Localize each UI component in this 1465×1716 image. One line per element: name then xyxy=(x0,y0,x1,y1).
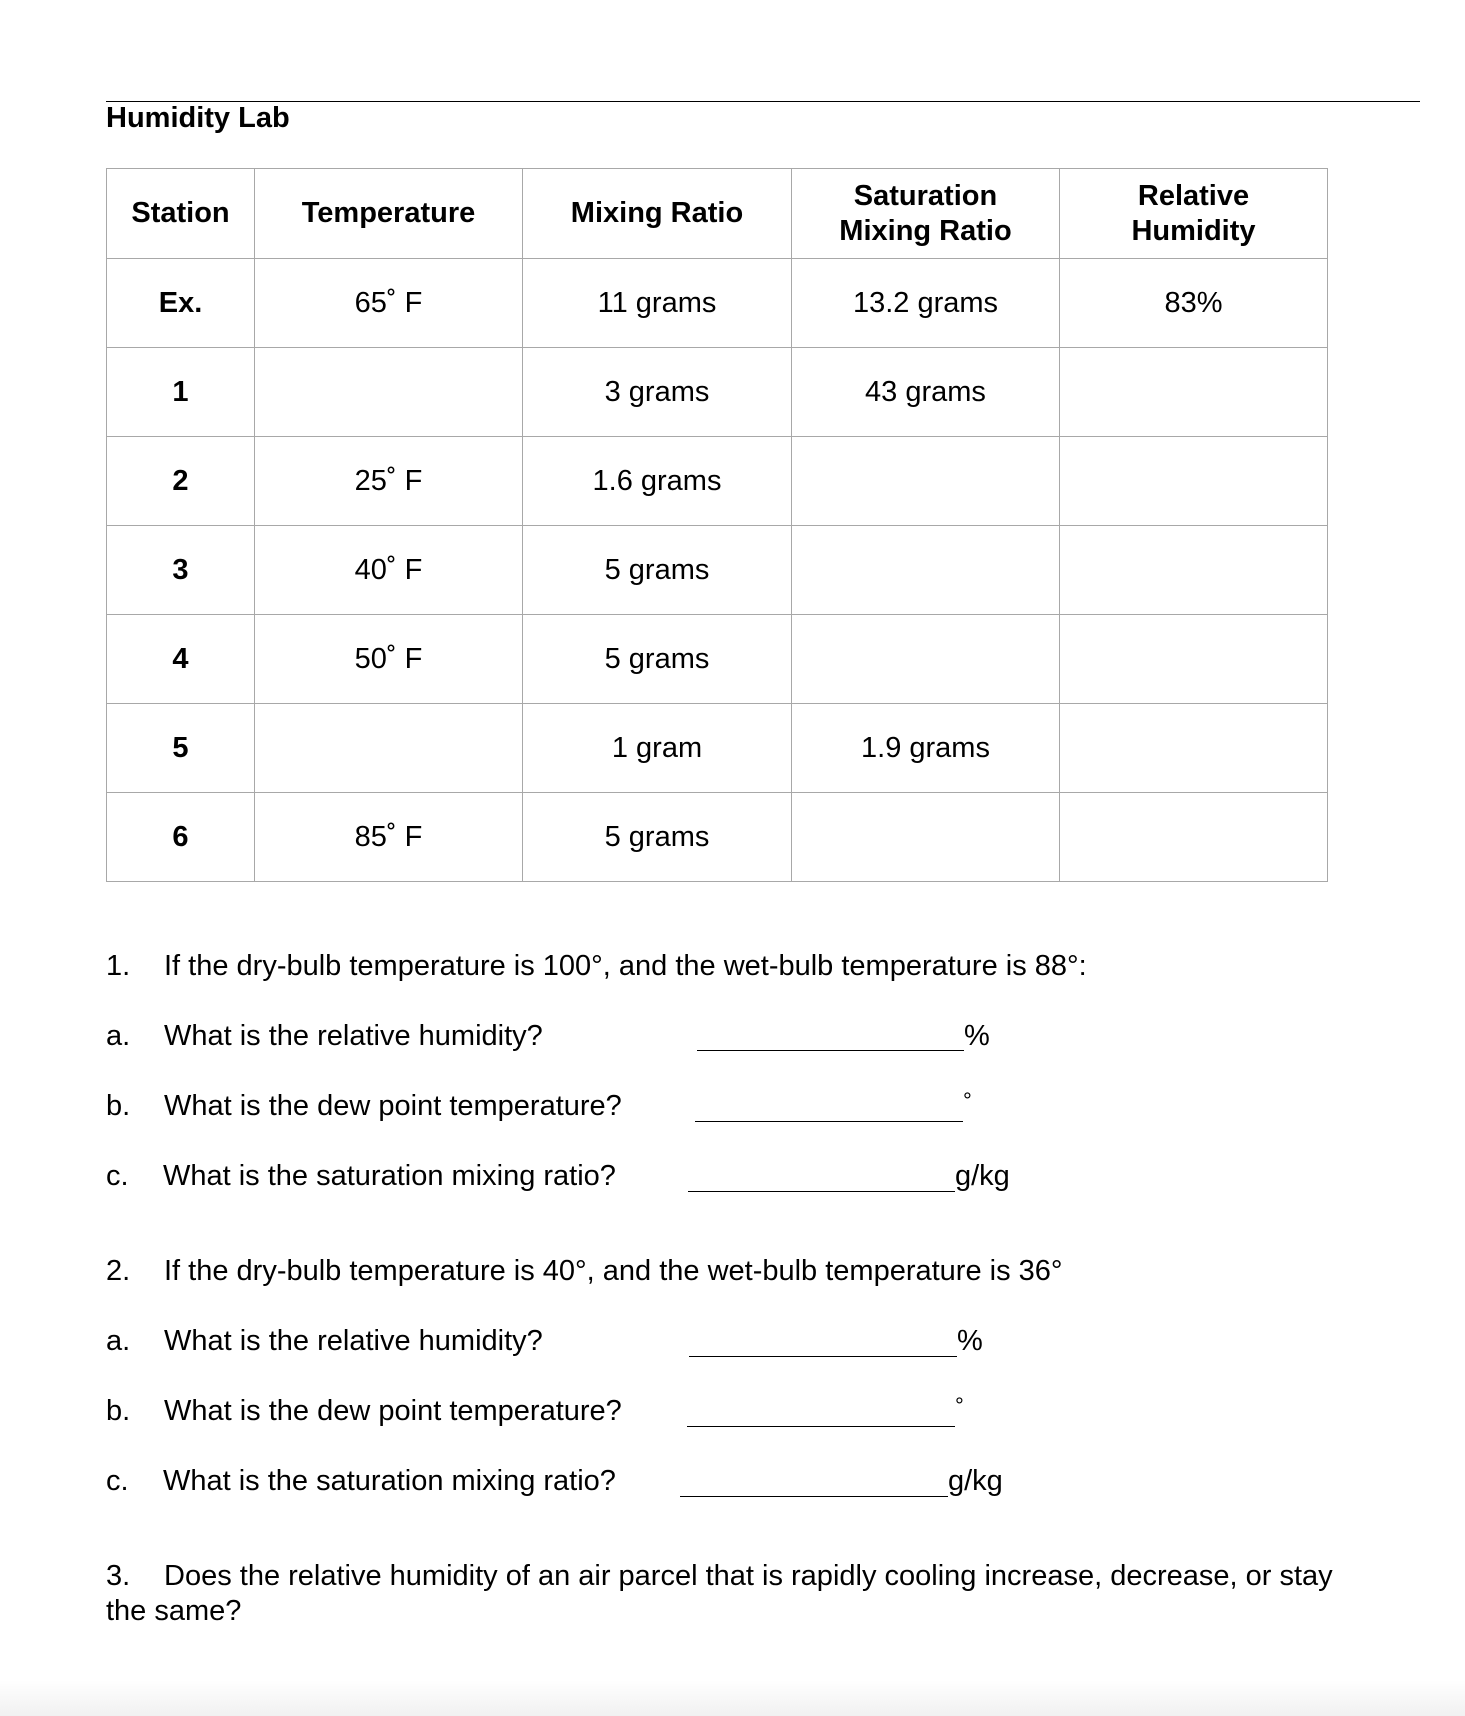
cell-relative-humidity[interactable] xyxy=(1060,793,1328,882)
header-station: Station xyxy=(107,169,255,259)
cell-mixing-ratio: 11 grams xyxy=(523,259,792,348)
table-row xyxy=(107,615,1328,704)
table-row xyxy=(107,793,1328,882)
cell-saturation-mixing-ratio[interactable] xyxy=(792,793,1060,882)
cell-temperature: 40˚ F xyxy=(255,526,523,615)
q1b-letter: b. xyxy=(106,1090,131,1122)
q2-number: 2. xyxy=(106,1255,131,1287)
cell-station: 4 xyxy=(107,615,255,704)
document-title: Humidity Lab xyxy=(106,102,290,134)
cell-relative-humidity[interactable] xyxy=(1060,348,1328,437)
q2b-answer-blank[interactable] xyxy=(687,1426,955,1427)
header-saturation-mixing-ratio: Saturation Mixing Ratio xyxy=(792,169,1060,259)
q1b-unit: ° xyxy=(963,1088,972,1113)
q2a-unit: % xyxy=(957,1325,983,1357)
cell-mixing-ratio: 5 grams xyxy=(523,793,792,882)
cell-saturation-mixing-ratio[interactable] xyxy=(792,437,1060,526)
q2c-answer-blank[interactable] xyxy=(680,1496,948,1497)
cell-temperature[interactable] xyxy=(255,348,523,437)
q1-text: If the dry-bulb temperature is 100°, and the wet-bulb temperature is 88°: xyxy=(164,950,1087,982)
cell-saturation-mixing-ratio[interactable] xyxy=(792,615,1060,704)
q2b-unit: ° xyxy=(955,1393,964,1418)
q1a-letter: a. xyxy=(106,1020,131,1052)
q1c-text: What is the saturation mixing ratio? xyxy=(163,1160,616,1192)
q3-text-line2: the same? xyxy=(106,1595,242,1627)
cell-temperature: 85˚ F xyxy=(255,793,523,882)
cell-station: 6 xyxy=(107,793,255,882)
cell-mixing-ratio: 1 gram xyxy=(523,704,792,793)
q1a-text: What is the relative humidity? xyxy=(164,1020,543,1052)
q2b-letter: b. xyxy=(106,1395,131,1427)
cell-saturation-mixing-ratio: 43 grams xyxy=(792,348,1060,437)
cell-mixing-ratio: 5 grams xyxy=(523,526,792,615)
humidity-table xyxy=(106,168,1328,882)
table-row xyxy=(107,526,1328,615)
cell-mixing-ratio: 1.6 grams xyxy=(523,437,792,526)
q1b-text: What is the dew point temperature? xyxy=(164,1090,622,1122)
cell-mixing-ratio: 5 grams xyxy=(523,615,792,704)
q2c-text: What is the saturation mixing ratio? xyxy=(163,1465,616,1497)
cell-station: 2 xyxy=(107,437,255,526)
cell-temperature[interactable] xyxy=(255,704,523,793)
cell-station: Ex. xyxy=(107,259,255,348)
table-row xyxy=(107,437,1328,526)
q1-number: 1. xyxy=(106,950,131,982)
top-rule xyxy=(106,101,1420,102)
header-relative-humidity: Relative Humidity xyxy=(1060,169,1328,259)
q3-number: 3. xyxy=(106,1560,131,1592)
cell-relative-humidity[interactable] xyxy=(1060,437,1328,526)
q2-text: If the dry-bulb temperature is 40°, and the wet-bulb temperature is 36° xyxy=(164,1255,1063,1287)
table-row xyxy=(107,259,1328,348)
q2a-answer-blank[interactable] xyxy=(689,1356,957,1357)
q2c-letter: c. xyxy=(106,1465,129,1497)
cell-station: 1 xyxy=(107,348,255,437)
cell-saturation-mixing-ratio[interactable] xyxy=(792,526,1060,615)
table-row xyxy=(107,348,1328,437)
cell-saturation-mixing-ratio: 13.2 grams xyxy=(792,259,1060,348)
q2c-unit: g/kg xyxy=(948,1465,1003,1497)
cell-relative-humidity[interactable] xyxy=(1060,526,1328,615)
table-row xyxy=(107,704,1328,793)
q3-text-line1: Does the relative humidity of an air parcel that is rapidly cooling increase, decrease, or stay xyxy=(164,1560,1333,1592)
q1a-unit: % xyxy=(964,1020,990,1052)
q2a-letter: a. xyxy=(106,1325,131,1357)
cell-temperature: 65˚ F xyxy=(255,259,523,348)
q1a-answer-blank[interactable] xyxy=(697,1050,964,1051)
cell-saturation-mixing-ratio: 1.9 grams xyxy=(792,704,1060,793)
header-temperature: Temperature xyxy=(255,169,523,259)
cell-station: 5 xyxy=(107,704,255,793)
page-bottom-shadow xyxy=(0,1680,1465,1716)
cell-temperature: 25˚ F xyxy=(255,437,523,526)
cell-station: 3 xyxy=(107,526,255,615)
q2b-text: What is the dew point temperature? xyxy=(164,1395,622,1427)
table-header-row xyxy=(107,169,1328,259)
q2a-text: What is the relative humidity? xyxy=(164,1325,543,1357)
q1c-answer-blank[interactable] xyxy=(688,1191,955,1192)
cell-mixing-ratio: 3 grams xyxy=(523,348,792,437)
cell-relative-humidity[interactable] xyxy=(1060,615,1328,704)
q1b-answer-blank[interactable] xyxy=(695,1121,963,1122)
header-mixing-ratio: Mixing Ratio xyxy=(523,169,792,259)
cell-temperature: 50˚ F xyxy=(255,615,523,704)
cell-relative-humidity[interactable] xyxy=(1060,704,1328,793)
q1c-letter: c. xyxy=(106,1160,129,1192)
cell-relative-humidity: 83% xyxy=(1060,259,1328,348)
q1c-unit: g/kg xyxy=(955,1160,1010,1192)
